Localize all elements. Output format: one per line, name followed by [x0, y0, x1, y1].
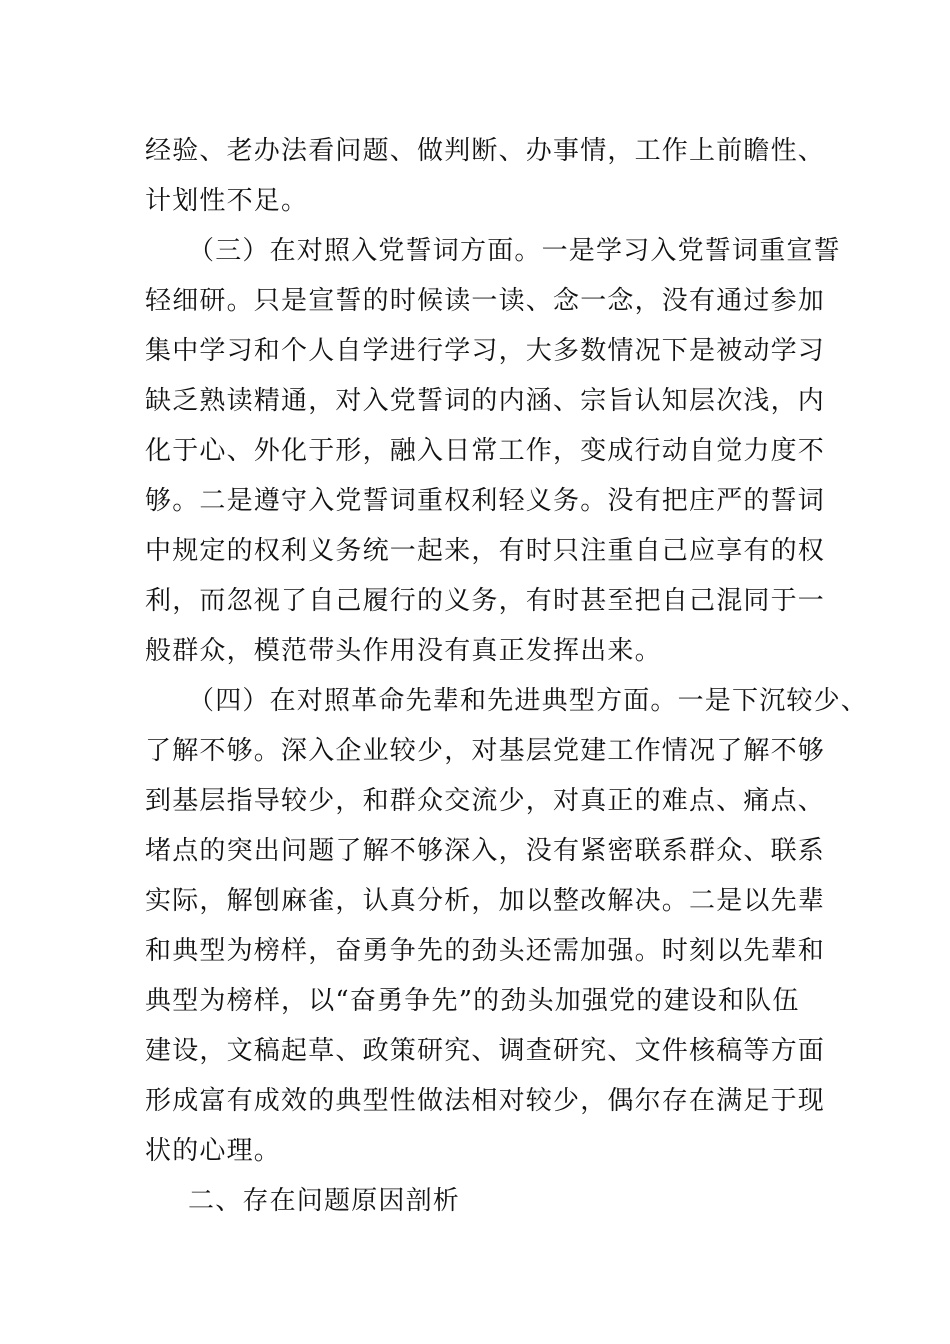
section-heading-2: 二、存在问题原因剖析	[188, 1186, 461, 1216]
text-line: 集中学习和个人自学进行学习，大多数情况下是被动学习	[145, 336, 826, 366]
text-line: 经验、老办法看问题、做判断、办事情，工作上前瞻性、	[145, 136, 826, 166]
text-line: 到基层指导较少，和群众交流少，对真正的难点、痛点、	[145, 786, 826, 816]
text-line: 计划性不足。	[145, 186, 309, 216]
text-line: 中规定的权利义务统一起来，有时只注重自己应享有的权	[145, 536, 826, 566]
text-line: 实际，解刨麻雀，认真分析，加以整改解决。二是以先辈	[145, 886, 826, 916]
text-line: 建设，文稿起草、政策研究、调查研究、文件核稿等方面	[145, 1036, 826, 1066]
section-heading-4: （四）在对照革命先辈和先进典型方面。一是下沉较少、	[188, 686, 869, 716]
text-line: 了解不够。深入企业较少，对基层党建工作情况了解不够	[145, 736, 826, 766]
text-line: 和典型为榜样，奋勇争先的劲头还需加强。时刻以先辈和	[145, 936, 826, 966]
text-line: 化于心、外化于形，融入日常工作，变成行动自觉力度不	[145, 436, 826, 466]
text-line: 状的心理。	[145, 1136, 282, 1166]
text-line: 形成富有成效的典型性做法相对较少，偶尔存在满足于现	[145, 1086, 826, 1116]
text-line: 缺乏熟读精通，对入党誓词的内涵、宗旨认知层次浅，内	[145, 386, 826, 416]
text-line: 轻细研。只是宣誓的时候读一读、念一念，没有通过参加	[145, 286, 826, 316]
text-line: 典型为榜样，以“奋勇争先”的劲头加强党的建设和队伍	[145, 986, 800, 1016]
text-line: 利，而忽视了自己履行的义务，有时甚至把自己混同于一	[145, 586, 826, 616]
section-heading-3: （三）在对照入党誓词方面。一是学习入党誓词重宣誓	[188, 236, 841, 266]
text-line: 够。二是遵守入党誓词重权利轻义务。没有把庄严的誓词	[145, 486, 826, 516]
text-line: 般群众，模范带头作用没有真正发挥出来。	[145, 636, 662, 666]
text-line: 堵点的突出问题了解不够深入，没有紧密联系群众、联系	[145, 836, 826, 866]
